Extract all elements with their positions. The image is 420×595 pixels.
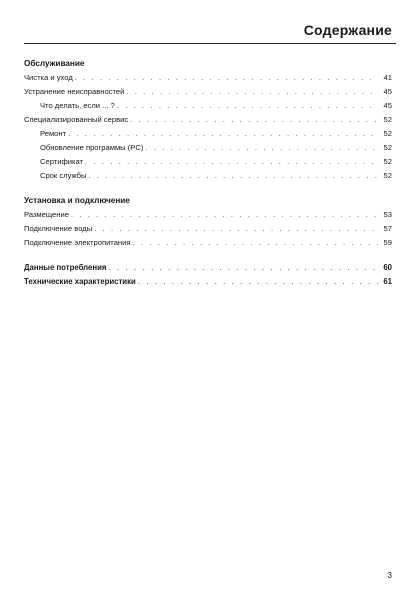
toc-entry-page: 52: [383, 157, 392, 166]
toc-entry-label: Что делать, если ... ?: [40, 101, 115, 110]
toc-entry[interactable]: [24, 169, 392, 183]
dot-leader: [68, 127, 378, 141]
dot-leader: [132, 236, 378, 250]
toc-entry-page: 52: [383, 129, 392, 138]
toc-entry-label: Обновление программы (PC): [40, 143, 144, 152]
toc-entry-page: 52: [383, 143, 392, 152]
toc-entry-page: 45: [383, 87, 392, 96]
toc-section-standalone: [24, 261, 392, 289]
toc-entry-label: Устранение неисправностей: [24, 87, 125, 96]
toc-entry[interactable]: [24, 71, 392, 85]
dot-leader: [130, 113, 378, 127]
page-number: 3: [387, 571, 392, 580]
dot-leader: [126, 85, 378, 99]
toc-entry[interactable]: [24, 141, 392, 155]
toc-entry-page: 52: [383, 115, 392, 124]
dot-leader: [75, 71, 378, 85]
title-divider: [24, 43, 396, 44]
dot-leader: [94, 222, 378, 236]
toc-section-maintenance: [24, 57, 392, 183]
table-of-contents: [24, 57, 392, 300]
toc-entry-consumption[interactable]: [24, 261, 392, 275]
toc-entry-page: 61: [383, 277, 392, 286]
toc-entry[interactable]: [24, 127, 392, 141]
dot-leader: [85, 155, 378, 169]
toc-entry-label: Ремонт: [40, 129, 67, 138]
toc-entry[interactable]: [24, 99, 392, 113]
toc-entry-label: Данные потребления: [24, 263, 107, 272]
toc-entry-label: Подключение электропитания: [24, 238, 131, 247]
toc-entry-label: Подключение воды: [24, 224, 93, 233]
toc-entry-label: Сертификат: [40, 157, 83, 166]
toc-entry[interactable]: [24, 236, 392, 250]
toc-entry-label: Чистка и уход: [24, 73, 73, 82]
toc-entry[interactable]: [24, 113, 392, 127]
toc-entry-page: 52: [383, 171, 392, 180]
toc-entry[interactable]: [24, 155, 392, 169]
toc-entry-label: Специализированный сервис: [24, 115, 129, 124]
toc-entry-label: Срок службы: [40, 171, 87, 180]
toc-section-installation: [24, 194, 392, 250]
toc-entry[interactable]: [24, 208, 392, 222]
toc-entry-page: 59: [383, 238, 392, 247]
dot-leader: [138, 275, 378, 289]
section-heading: Установка и подключение: [24, 196, 130, 205]
toc-entry-page: 53: [383, 210, 392, 219]
dot-leader: [88, 169, 378, 183]
toc-entry-page: 60: [383, 263, 392, 272]
toc-entry-page: 45: [383, 101, 392, 110]
toc-entry[interactable]: [24, 222, 392, 236]
dot-leader: [145, 141, 378, 155]
dot-leader: [71, 208, 378, 222]
toc-entry-technical-specs[interactable]: [24, 275, 392, 289]
toc-entry-label: Размещение: [24, 210, 69, 219]
toc-entry-label: Технические характеристики: [24, 277, 136, 286]
toc-entry-page: 57: [383, 224, 392, 233]
section-heading: Обслуживание: [24, 59, 85, 68]
toc-entry[interactable]: [24, 85, 392, 99]
dot-leader: [117, 99, 378, 113]
dot-leader: [108, 261, 378, 275]
toc-entry-page: 41: [383, 73, 392, 82]
page-title: Содержание: [303, 22, 392, 38]
